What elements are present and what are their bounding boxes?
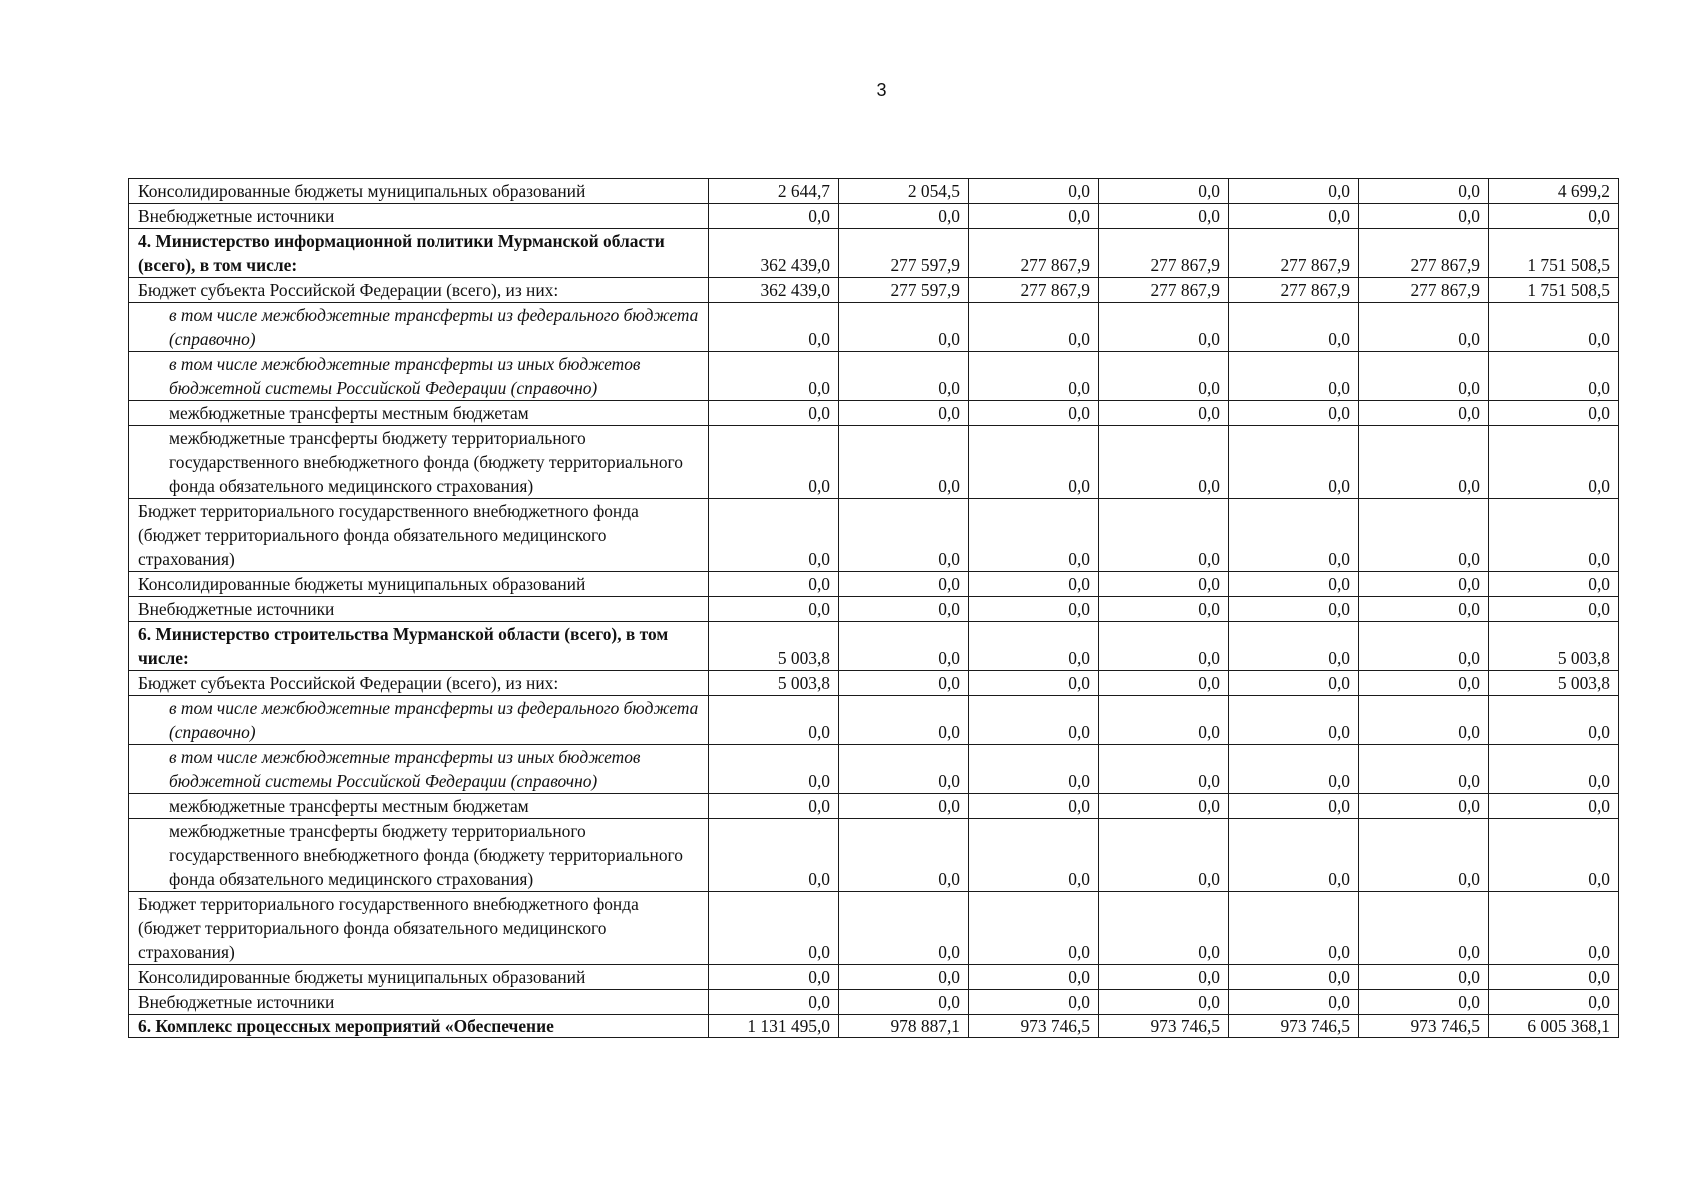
value-cell: 0,0 [839, 965, 969, 990]
value-cell: 0,0 [1099, 819, 1229, 892]
value-cell: 0,0 [839, 204, 969, 229]
value-cell: 0,0 [969, 499, 1099, 572]
value-cell: 0,0 [1099, 696, 1229, 745]
value-cell: 0,0 [1489, 204, 1619, 229]
value-cell: 0,0 [839, 426, 969, 499]
value-cell: 0,0 [1359, 892, 1489, 965]
value-cell: 0,0 [1229, 794, 1359, 819]
value-cell: 0,0 [1229, 622, 1359, 671]
value-cell: 0,0 [709, 204, 839, 229]
value-cell: 0,0 [1359, 352, 1489, 401]
value-cell: 277 867,9 [1359, 278, 1489, 303]
value-cell: 0,0 [1359, 794, 1489, 819]
value-cell: 4 699,2 [1489, 179, 1619, 204]
value-cell: 277 867,9 [969, 229, 1099, 278]
value-cell: 0,0 [1099, 990, 1229, 1015]
value-cell: 978 887,1 [839, 1015, 969, 1038]
row-label: Консолидированные бюджеты муниципальных образований [129, 965, 709, 990]
value-cell: 0,0 [839, 990, 969, 1015]
table-row [129, 819, 1619, 892]
value-cell: 0,0 [709, 696, 839, 745]
table-row [129, 745, 1619, 794]
value-cell: 0,0 [1359, 572, 1489, 597]
value-cell: 277 597,9 [839, 229, 969, 278]
value-cell: 0,0 [1489, 597, 1619, 622]
row-label: Бюджет территориального государственного внебюджетного фонда (бюджет территориального фонда обязательного медицинского страхования) [129, 892, 709, 965]
table-row [129, 990, 1619, 1015]
value-cell: 0,0 [709, 745, 839, 794]
value-cell: 0,0 [1229, 499, 1359, 572]
value-cell: 0,0 [1099, 401, 1229, 426]
value-cell: 0,0 [1489, 990, 1619, 1015]
table-row [129, 794, 1619, 819]
value-cell: 0,0 [839, 352, 969, 401]
value-cell: 0,0 [1099, 794, 1229, 819]
value-cell: 0,0 [1099, 622, 1229, 671]
value-cell: 0,0 [1229, 819, 1359, 892]
row-label: 4. Министерство информационной политики Мурманской области (всего), в том числе: [129, 229, 709, 278]
budget-table [128, 178, 1619, 1038]
value-cell: 0,0 [1359, 426, 1489, 499]
value-cell: 0,0 [969, 965, 1099, 990]
value-cell: 0,0 [709, 303, 839, 352]
row-label: Бюджет территориального государственного внебюджетного фонда (бюджет территориального фонда обязательного медицинского страхования) [129, 499, 709, 572]
value-cell: 0,0 [1229, 990, 1359, 1015]
value-cell: 0,0 [709, 401, 839, 426]
value-cell: 973 746,5 [1099, 1015, 1229, 1038]
value-cell: 277 867,9 [1229, 278, 1359, 303]
value-cell: 0,0 [709, 965, 839, 990]
value-cell: 0,0 [839, 572, 969, 597]
value-cell: 0,0 [969, 990, 1099, 1015]
value-cell: 0,0 [969, 892, 1099, 965]
table-row [129, 179, 1619, 204]
value-cell: 277 597,9 [839, 278, 969, 303]
row-label: 6. Министерство строительства Мурманской области (всего), в том числе: [129, 622, 709, 671]
value-cell: 0,0 [1229, 352, 1359, 401]
table-row [129, 1015, 1619, 1038]
value-cell: 362 439,0 [709, 278, 839, 303]
value-cell: 0,0 [709, 499, 839, 572]
value-cell: 0,0 [709, 352, 839, 401]
table-row [129, 965, 1619, 990]
value-cell: 0,0 [839, 401, 969, 426]
value-cell: 0,0 [969, 426, 1099, 499]
value-cell: 0,0 [1359, 499, 1489, 572]
value-cell: 0,0 [839, 794, 969, 819]
value-cell: 0,0 [969, 352, 1099, 401]
row-label: Бюджет субъекта Российской Федерации (всего), из них: [129, 278, 709, 303]
value-cell: 277 867,9 [1099, 229, 1229, 278]
row-label: Внебюджетные источники [129, 204, 709, 229]
value-cell: 0,0 [1229, 696, 1359, 745]
value-cell: 0,0 [1359, 179, 1489, 204]
value-cell: 0,0 [839, 499, 969, 572]
value-cell: 0,0 [839, 696, 969, 745]
value-cell: 973 746,5 [1229, 1015, 1359, 1038]
value-cell: 0,0 [1489, 401, 1619, 426]
row-label: Внебюджетные источники [129, 990, 709, 1015]
value-cell: 0,0 [969, 696, 1099, 745]
value-cell: 0,0 [969, 597, 1099, 622]
value-cell: 5 003,8 [1489, 671, 1619, 696]
value-cell: 5 003,8 [1489, 622, 1619, 671]
value-cell: 0,0 [1359, 745, 1489, 794]
row-label: Внебюджетные источники [129, 597, 709, 622]
value-cell: 0,0 [839, 622, 969, 671]
value-cell: 0,0 [1359, 597, 1489, 622]
value-cell: 0,0 [709, 892, 839, 965]
value-cell: 0,0 [1489, 352, 1619, 401]
value-cell: 0,0 [839, 597, 969, 622]
value-cell: 973 746,5 [969, 1015, 1099, 1038]
value-cell: 0,0 [839, 671, 969, 696]
value-cell: 0,0 [709, 819, 839, 892]
value-cell: 2 644,7 [709, 179, 839, 204]
row-label: в том числе межбюджетные трансферты из иных бюджетов бюджетной системы Российской Федерации (справочно) [129, 745, 709, 794]
value-cell: 362 439,0 [709, 229, 839, 278]
value-cell: 0,0 [969, 572, 1099, 597]
value-cell: 2 054,5 [839, 179, 969, 204]
value-cell: 277 867,9 [1359, 229, 1489, 278]
value-cell: 0,0 [1099, 303, 1229, 352]
value-cell: 0,0 [1099, 426, 1229, 499]
value-cell: 0,0 [1099, 179, 1229, 204]
value-cell: 0,0 [1229, 303, 1359, 352]
value-cell: 1 751 508,5 [1489, 229, 1619, 278]
value-cell: 0,0 [1489, 794, 1619, 819]
row-label: Бюджет субъекта Российской Федерации (всего), из них: [129, 671, 709, 696]
value-cell: 0,0 [839, 745, 969, 794]
page-number: 3 [876, 80, 887, 100]
value-cell: 0,0 [1099, 572, 1229, 597]
value-cell: 0,0 [1099, 597, 1229, 622]
value-cell: 0,0 [1099, 352, 1229, 401]
value-cell: 0,0 [1229, 965, 1359, 990]
table-row [129, 303, 1619, 352]
value-cell: 0,0 [1359, 401, 1489, 426]
value-cell: 0,0 [1489, 696, 1619, 745]
value-cell: 0,0 [1359, 204, 1489, 229]
value-cell: 0,0 [1229, 597, 1359, 622]
value-cell: 0,0 [969, 179, 1099, 204]
table-row [129, 597, 1619, 622]
value-cell: 0,0 [1229, 179, 1359, 204]
value-cell: 0,0 [1229, 572, 1359, 597]
row-label: межбюджетные трансферты местным бюджетам [129, 401, 709, 426]
value-cell: 0,0 [1359, 696, 1489, 745]
value-cell: 0,0 [1359, 990, 1489, 1015]
value-cell: 0,0 [969, 204, 1099, 229]
value-cell: 0,0 [1359, 671, 1489, 696]
table-row [129, 696, 1619, 745]
row-label: межбюджетные трансферты бюджету территориального государственного внебюджетного фонда (бюджету территориального фонда обязательного медицинского страхования) [129, 819, 709, 892]
value-cell: 0,0 [1229, 204, 1359, 229]
value-cell: 0,0 [969, 303, 1099, 352]
value-cell: 0,0 [1099, 745, 1229, 794]
value-cell: 973 746,5 [1359, 1015, 1489, 1038]
table-row [129, 892, 1619, 965]
value-cell: 0,0 [839, 303, 969, 352]
table-row [129, 499, 1619, 572]
value-cell: 0,0 [1099, 965, 1229, 990]
value-cell: 0,0 [1229, 745, 1359, 794]
value-cell: 5 003,8 [709, 622, 839, 671]
value-cell: 0,0 [709, 572, 839, 597]
value-cell: 0,0 [1489, 303, 1619, 352]
value-cell: 0,0 [1489, 572, 1619, 597]
value-cell: 0,0 [1489, 892, 1619, 965]
row-label: Консолидированные бюджеты муниципальных образований [129, 572, 709, 597]
row-label: межбюджетные трансферты местным бюджетам [129, 794, 709, 819]
value-cell: 0,0 [1099, 204, 1229, 229]
row-label: в том числе межбюджетные трансферты из федерального бюджета (справочно) [129, 696, 709, 745]
budget-table-body [129, 179, 1619, 1038]
table-row [129, 401, 1619, 426]
value-cell: 0,0 [1099, 499, 1229, 572]
value-cell: 0,0 [1229, 671, 1359, 696]
value-cell: 0,0 [969, 794, 1099, 819]
table-row [129, 572, 1619, 597]
value-cell: 1 751 508,5 [1489, 278, 1619, 303]
value-cell: 0,0 [709, 794, 839, 819]
table-row [129, 278, 1619, 303]
value-cell: 0,0 [1099, 892, 1229, 965]
table-row [129, 204, 1619, 229]
value-cell: 0,0 [1489, 745, 1619, 794]
value-cell: 0,0 [1229, 892, 1359, 965]
value-cell: 277 867,9 [1099, 278, 1229, 303]
value-cell: 0,0 [969, 622, 1099, 671]
table-row [129, 229, 1619, 278]
value-cell: 0,0 [969, 819, 1099, 892]
value-cell: 0,0 [1359, 622, 1489, 671]
value-cell: 0,0 [1359, 303, 1489, 352]
value-cell: 1 131 495,0 [709, 1015, 839, 1038]
table-row [129, 426, 1619, 499]
row-label: в том числе межбюджетные трансферты из иных бюджетов бюджетной системы Российской Федерации (справочно) [129, 352, 709, 401]
table-row [129, 352, 1619, 401]
value-cell: 0,0 [1489, 426, 1619, 499]
value-cell: 0,0 [709, 990, 839, 1015]
row-label: межбюджетные трансферты бюджету территориального государственного внебюджетного фонда (бюджету территориального фонда обязательного медицинского страхования) [129, 426, 709, 499]
value-cell: 0,0 [1489, 499, 1619, 572]
value-cell: 0,0 [709, 426, 839, 499]
value-cell: 5 003,8 [709, 671, 839, 696]
table-row [129, 671, 1619, 696]
value-cell: 0,0 [1229, 401, 1359, 426]
value-cell: 0,0 [839, 819, 969, 892]
value-cell: 0,0 [1359, 965, 1489, 990]
value-cell: 0,0 [709, 597, 839, 622]
row-label: в том числе межбюджетные трансферты из федерального бюджета (справочно) [129, 303, 709, 352]
value-cell: 0,0 [969, 671, 1099, 696]
value-cell: 6 005 368,1 [1489, 1015, 1619, 1038]
value-cell: 0,0 [1099, 671, 1229, 696]
value-cell: 0,0 [969, 401, 1099, 426]
row-label: Консолидированные бюджеты муниципальных образований [129, 179, 709, 204]
value-cell: 0,0 [1489, 965, 1619, 990]
value-cell: 0,0 [1359, 819, 1489, 892]
value-cell: 277 867,9 [1229, 229, 1359, 278]
value-cell: 277 867,9 [969, 278, 1099, 303]
value-cell: 0,0 [1229, 426, 1359, 499]
value-cell: 0,0 [969, 745, 1099, 794]
row-label: 6. Комплекс процессных мероприятий «Обеспечение [129, 1015, 709, 1038]
value-cell: 0,0 [839, 892, 969, 965]
value-cell: 0,0 [1489, 819, 1619, 892]
table-row [129, 622, 1619, 671]
